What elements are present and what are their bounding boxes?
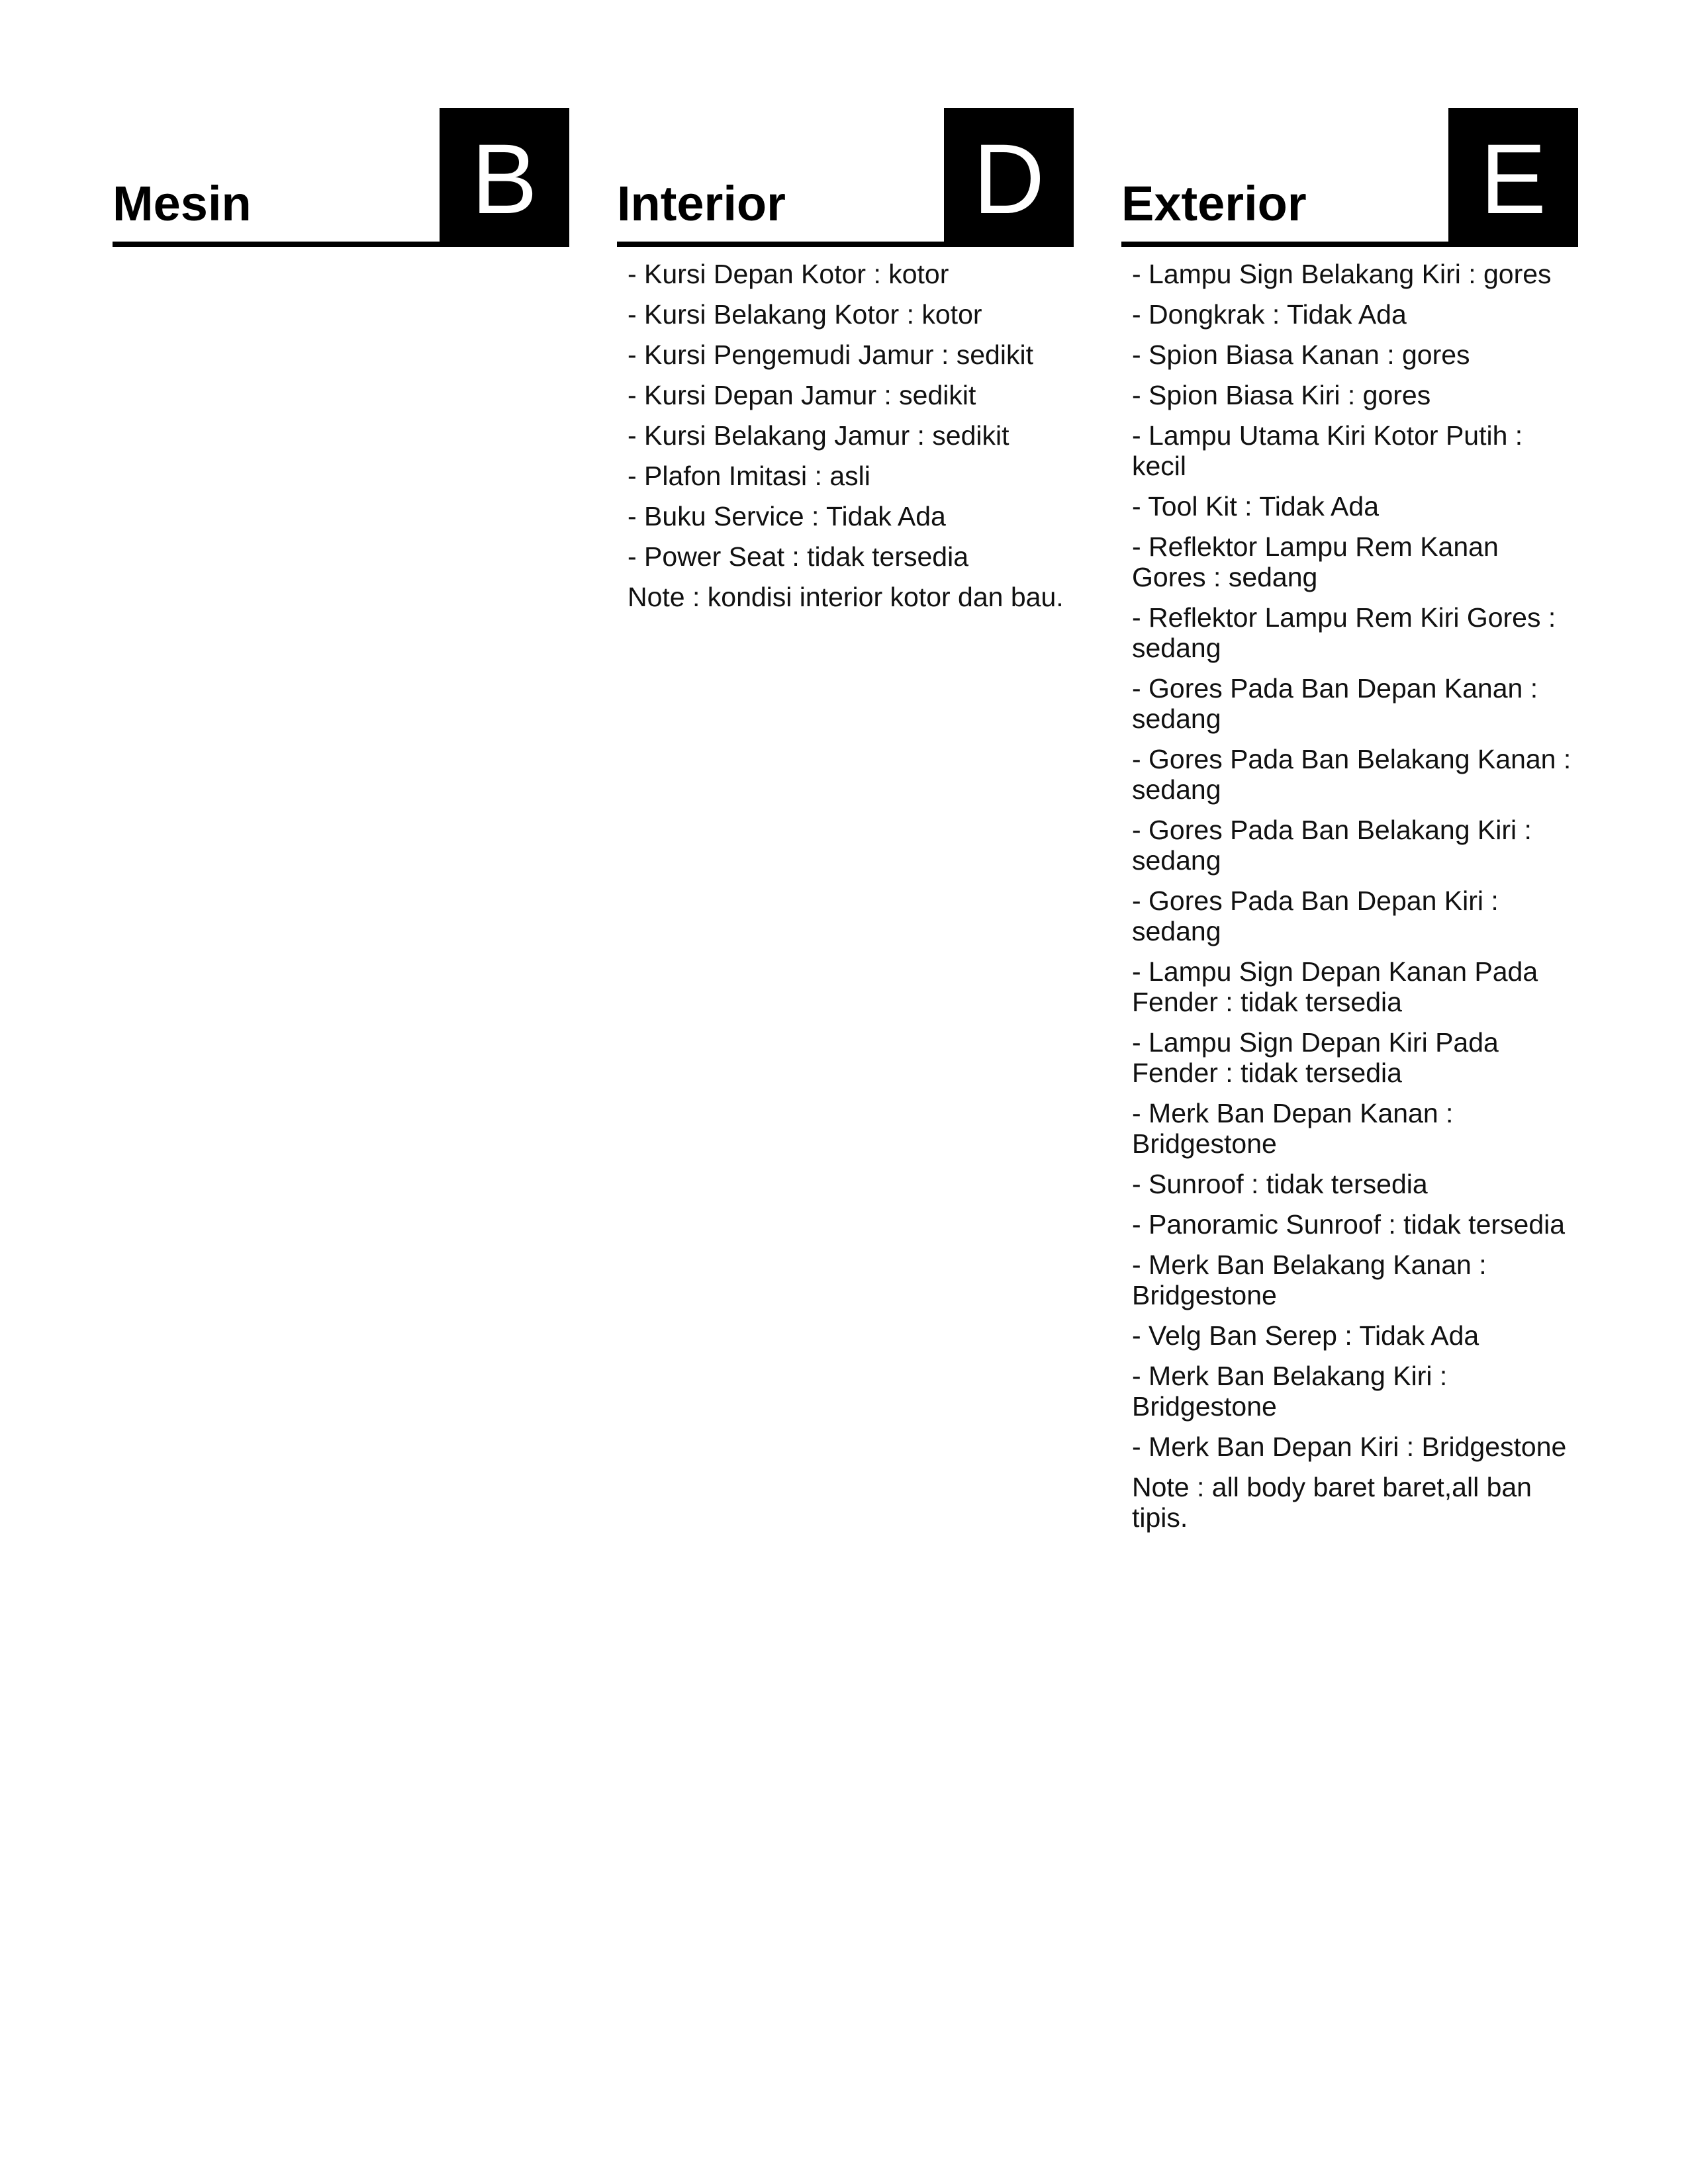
section-interior [617, 108, 1074, 1533]
checklist-item: - Dongkrak : Tidak Ada [1132, 299, 1407, 330]
section-header [1121, 108, 1578, 247]
checklist-item: - Lampu Sign Depan Kiri Pada Fender : tidak tersedia [1132, 1027, 1499, 1088]
section-title: Exterior [1121, 176, 1307, 231]
section-title: Mesin [113, 176, 252, 231]
item-list [113, 247, 569, 259]
checklist-item: - Reflektor Lampu Rem Kanan Gores : sedang [1132, 531, 1499, 592]
checklist-item: - Spion Biasa Kanan : gores [1132, 340, 1470, 370]
section-mesin [113, 108, 569, 1533]
checklist-item: - Kursi Belakang Kotor : kotor [628, 299, 982, 330]
checklist-item: - Gores Pada Ban Belakang Kanan : sedang [1132, 744, 1571, 805]
section-header [113, 108, 569, 247]
checklist-item: - Spion Biasa Kiri : gores [1132, 380, 1431, 410]
checklist-item: - Plafon Imitasi : asli [628, 461, 870, 491]
checklist-item: - Kursi Belakang Jamur : sedikit [628, 420, 1009, 451]
checklist-item: - Velg Ban Serep : Tidak Ada [1132, 1320, 1479, 1351]
checklist-item: - Gores Pada Ban Depan Kiri : sedang [1132, 886, 1499, 946]
checklist-item: - Gores Pada Ban Belakang Kiri : sedang [1132, 815, 1532, 876]
checklist-item: - Kursi Pengemudi Jamur : sedikit [628, 340, 1033, 370]
checklist-item: - Kursi Depan Kotor : kotor [628, 259, 949, 289]
section-letter-badge: D [944, 108, 1074, 247]
checklist-item: - Gores Pada Ban Depan Kanan : sedang [1132, 673, 1538, 734]
checklist-item: - Tool Kit : Tidak Ada [1132, 491, 1380, 522]
checklist-item: - Lampu Utama Kiri Kotor Putih : kecil [1132, 420, 1523, 481]
section-exterior [1121, 108, 1578, 1533]
inspection-sections [113, 108, 1578, 1533]
item-list [617, 247, 1074, 572]
checklist-item: - Power Seat : tidak tersedia [628, 541, 969, 572]
checklist-item: - Buku Service : Tidak Ada [628, 501, 946, 531]
checklist-item: - Panoramic Sunroof : tidak tersedia [1132, 1209, 1566, 1240]
checklist-item: - Lampu Sign Belakang Kiri : gores [1132, 259, 1552, 289]
checklist-item: - Merk Ban Depan Kanan : Bridgestone [1132, 1098, 1454, 1159]
section-letter-badge: E [1448, 108, 1578, 247]
item-list [1121, 247, 1578, 1462]
checklist-item: - Merk Ban Belakang Kiri : Bridgestone [1132, 1361, 1448, 1422]
section-title: Interior [617, 176, 786, 231]
checklist-item: - Sunroof : tidak tersedia [1132, 1169, 1428, 1199]
section-letter-badge: B [440, 108, 569, 247]
checklist-item: - Lampu Sign Depan Kanan Pada Fender : tidak tersedia [1132, 956, 1538, 1017]
section-header [617, 108, 1074, 247]
checklist-item: - Merk Ban Belakang Kanan : Bridgestone [1132, 1250, 1487, 1310]
checklist-item: - Kursi Depan Jamur : sedikit [628, 380, 976, 410]
checklist-item: - Reflektor Lampu Rem Kiri Gores : sedang [1132, 602, 1556, 663]
checklist-item: - Merk Ban Depan Kiri : Bridgestone [1132, 1432, 1567, 1462]
section-note: Note : kondisi interior kotor dan bau. [628, 582, 1064, 612]
section-note: Note : all body baret baret,all ban tipis. [1132, 1472, 1532, 1533]
